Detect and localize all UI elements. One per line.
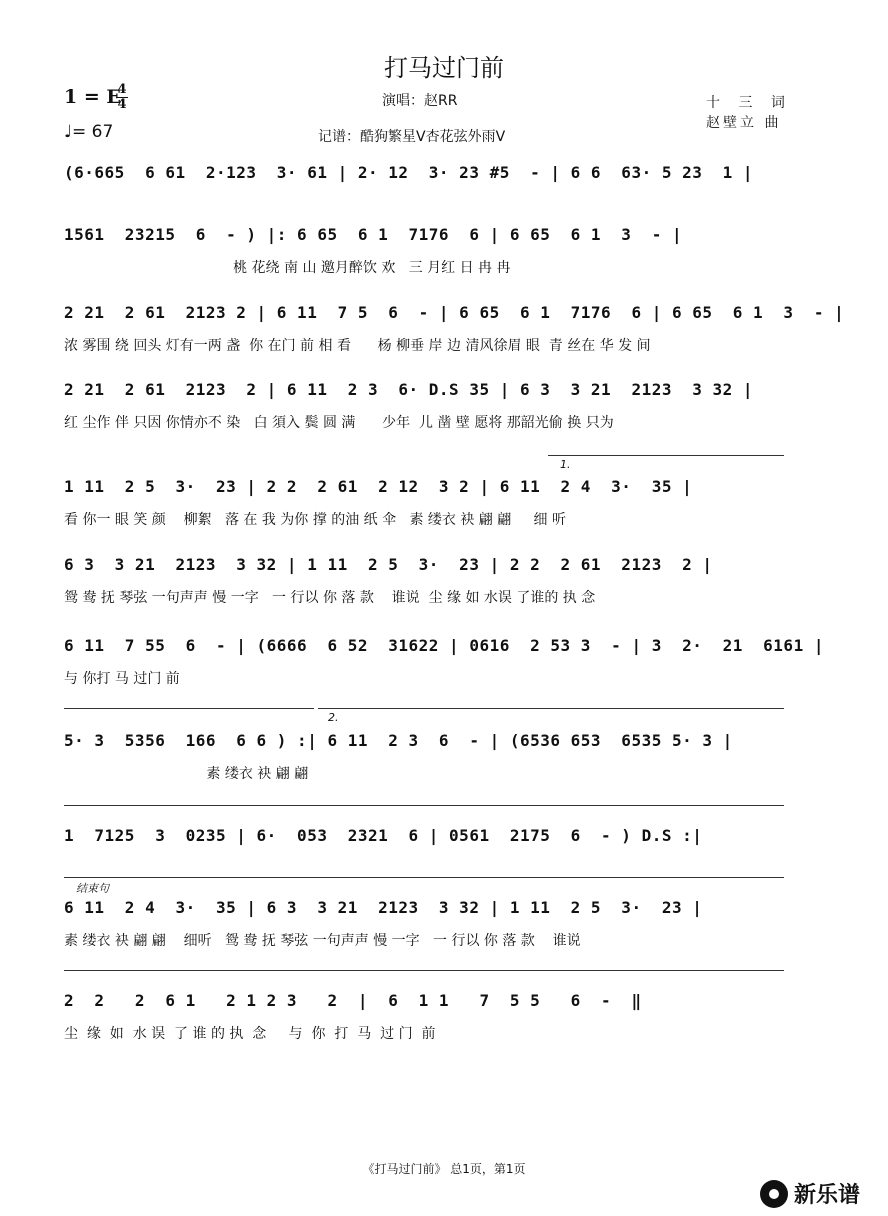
notation-line: 2 21 2 61 2123 2 | 6 11 2 3 6· D.S 35 | 6 3 3 21 2123 3 32 | bbox=[64, 380, 754, 399]
notation-line: 1 11 2 5 3· 23 | 2 2 2 61 2 12 3 2 | 6 11 2 4 3· 35 | bbox=[64, 477, 693, 496]
notation-line: 6 11 2 4 3· 35 | 6 3 3 21 2123 3 32 | 1 11 2 5 3· 23 | bbox=[64, 898, 703, 917]
tempo-mark: ♩= 67 bbox=[64, 122, 114, 142]
lyric-line: 与 你打 马 过门 前 bbox=[64, 671, 180, 687]
volta-bracket-2 bbox=[318, 708, 784, 709]
notation-line: 1 7125 3 0235 | 6· 053 2321 6 | 0561 2175 6 - ) D.S :| bbox=[64, 826, 703, 845]
volta-bracket-top bbox=[64, 708, 314, 709]
lyric-line: 浓 雾围 绕 回头 灯有一两 盏 你 在门 前 相 看 杨 柳垂 岸 边 清风徐眉 眼 青 丝在 华 发 间 bbox=[64, 338, 651, 354]
notation-line: 2 21 2 61 2123 2 | 6 11 7 5 6 - | 6 65 6 1 7176 6 | 6 65 6 1 3 - | bbox=[64, 303, 845, 322]
meter-top: 4 bbox=[117, 82, 127, 97]
notation-credit: 记谱：酷狗繁星V杏花弦外雨V bbox=[318, 129, 506, 145]
ending-label: 结束句 bbox=[76, 882, 109, 895]
lyric-line: 鸳 鸯 抚 琴弦 一句声声 慢 一字 一 行以 你 落 款 谁说 尘 缘 如 水误 了谁的 执 念 bbox=[64, 590, 596, 606]
key-signature: 1 = E bbox=[64, 86, 121, 108]
disc-icon bbox=[760, 1180, 788, 1208]
page-footer: 《打马过门前》 总1页，第1页 bbox=[362, 1162, 526, 1176]
volta-label-2: 2. bbox=[328, 711, 339, 724]
lyricist-credit: 十 三 词 bbox=[706, 95, 792, 111]
lyric-line: 素 缕衣 袂 翩 翩 bbox=[64, 766, 309, 782]
lyric-line: 素 缕衣 袂 翩 翩 细听 鸳 鸯 抚 琴弦 一句声声 慢 一字 一 行以 你 落 款 谁说 bbox=[64, 933, 581, 949]
page-title: 打马过门前 bbox=[384, 54, 504, 82]
notation-line: 6 3 3 21 2123 3 32 | 1 11 2 5 3· 23 | 2 2 2 61 2123 2 | bbox=[64, 555, 713, 574]
time-signature bbox=[116, 84, 128, 111]
notation-line: 5· 3 5356 166 6 6 ) :| 6 11 2 3 6 - | (6536 653 6535 5· 3 | bbox=[64, 731, 733, 750]
notation-line: 6 11 7 55 6 - | (6666 6 52 31622 | 0616 2 53 3 - | 3 2· 21 6161 | bbox=[64, 636, 824, 655]
lyric-line: 红 尘作 伴 只因 你情亦不 染 白 須入 鬓 圆 满 少年 儿 凿 壁 愿将 那韶光偷 换 只为 bbox=[64, 415, 614, 431]
notation-line: 1561 23215 6 - ) |: 6 65 6 1 7176 6 | 6 65 6 1 3 - | bbox=[64, 225, 683, 244]
volta-bracket-1 bbox=[548, 455, 784, 456]
lyric-line: 看 你一 眼 笑 颜 柳絮 落 在 我 为你 撑 的油 纸 伞 素 缕衣 袂 翩 翩 细 听 bbox=[64, 512, 566, 528]
logo-text: 新乐谱 bbox=[794, 1183, 861, 1208]
lyric-line: 尘 缘 如 水 误 了 谁 的 执 念 与 你 打 马 过 门 前 bbox=[64, 1026, 436, 1042]
notation-line: (6·665 6 61 2·123 3· 61 | 2· 12 3· 23 #5 - | 6 6 63· 5 23 1 | bbox=[64, 163, 754, 182]
ending-bracket bbox=[64, 877, 784, 878]
lyric-line: 桃 花绕 南 山 邀月醉饮 欢 三 月红 日 冉 冉 bbox=[64, 260, 511, 276]
site-logo bbox=[760, 1178, 860, 1209]
bracket-line bbox=[64, 805, 784, 806]
bracket-line bbox=[64, 970, 784, 971]
composer-credit: 赵壁立 曲 bbox=[706, 115, 782, 131]
notation-line: 2 2 2 6 1 2 1 2 3 2 | 6 1 1 7 5 5 6 - ‖ bbox=[64, 991, 642, 1010]
singer-credit: 演唱：赵RR bbox=[382, 93, 458, 109]
volta-label-1: 1. bbox=[560, 458, 571, 471]
meter-bottom: 4 bbox=[117, 97, 127, 112]
